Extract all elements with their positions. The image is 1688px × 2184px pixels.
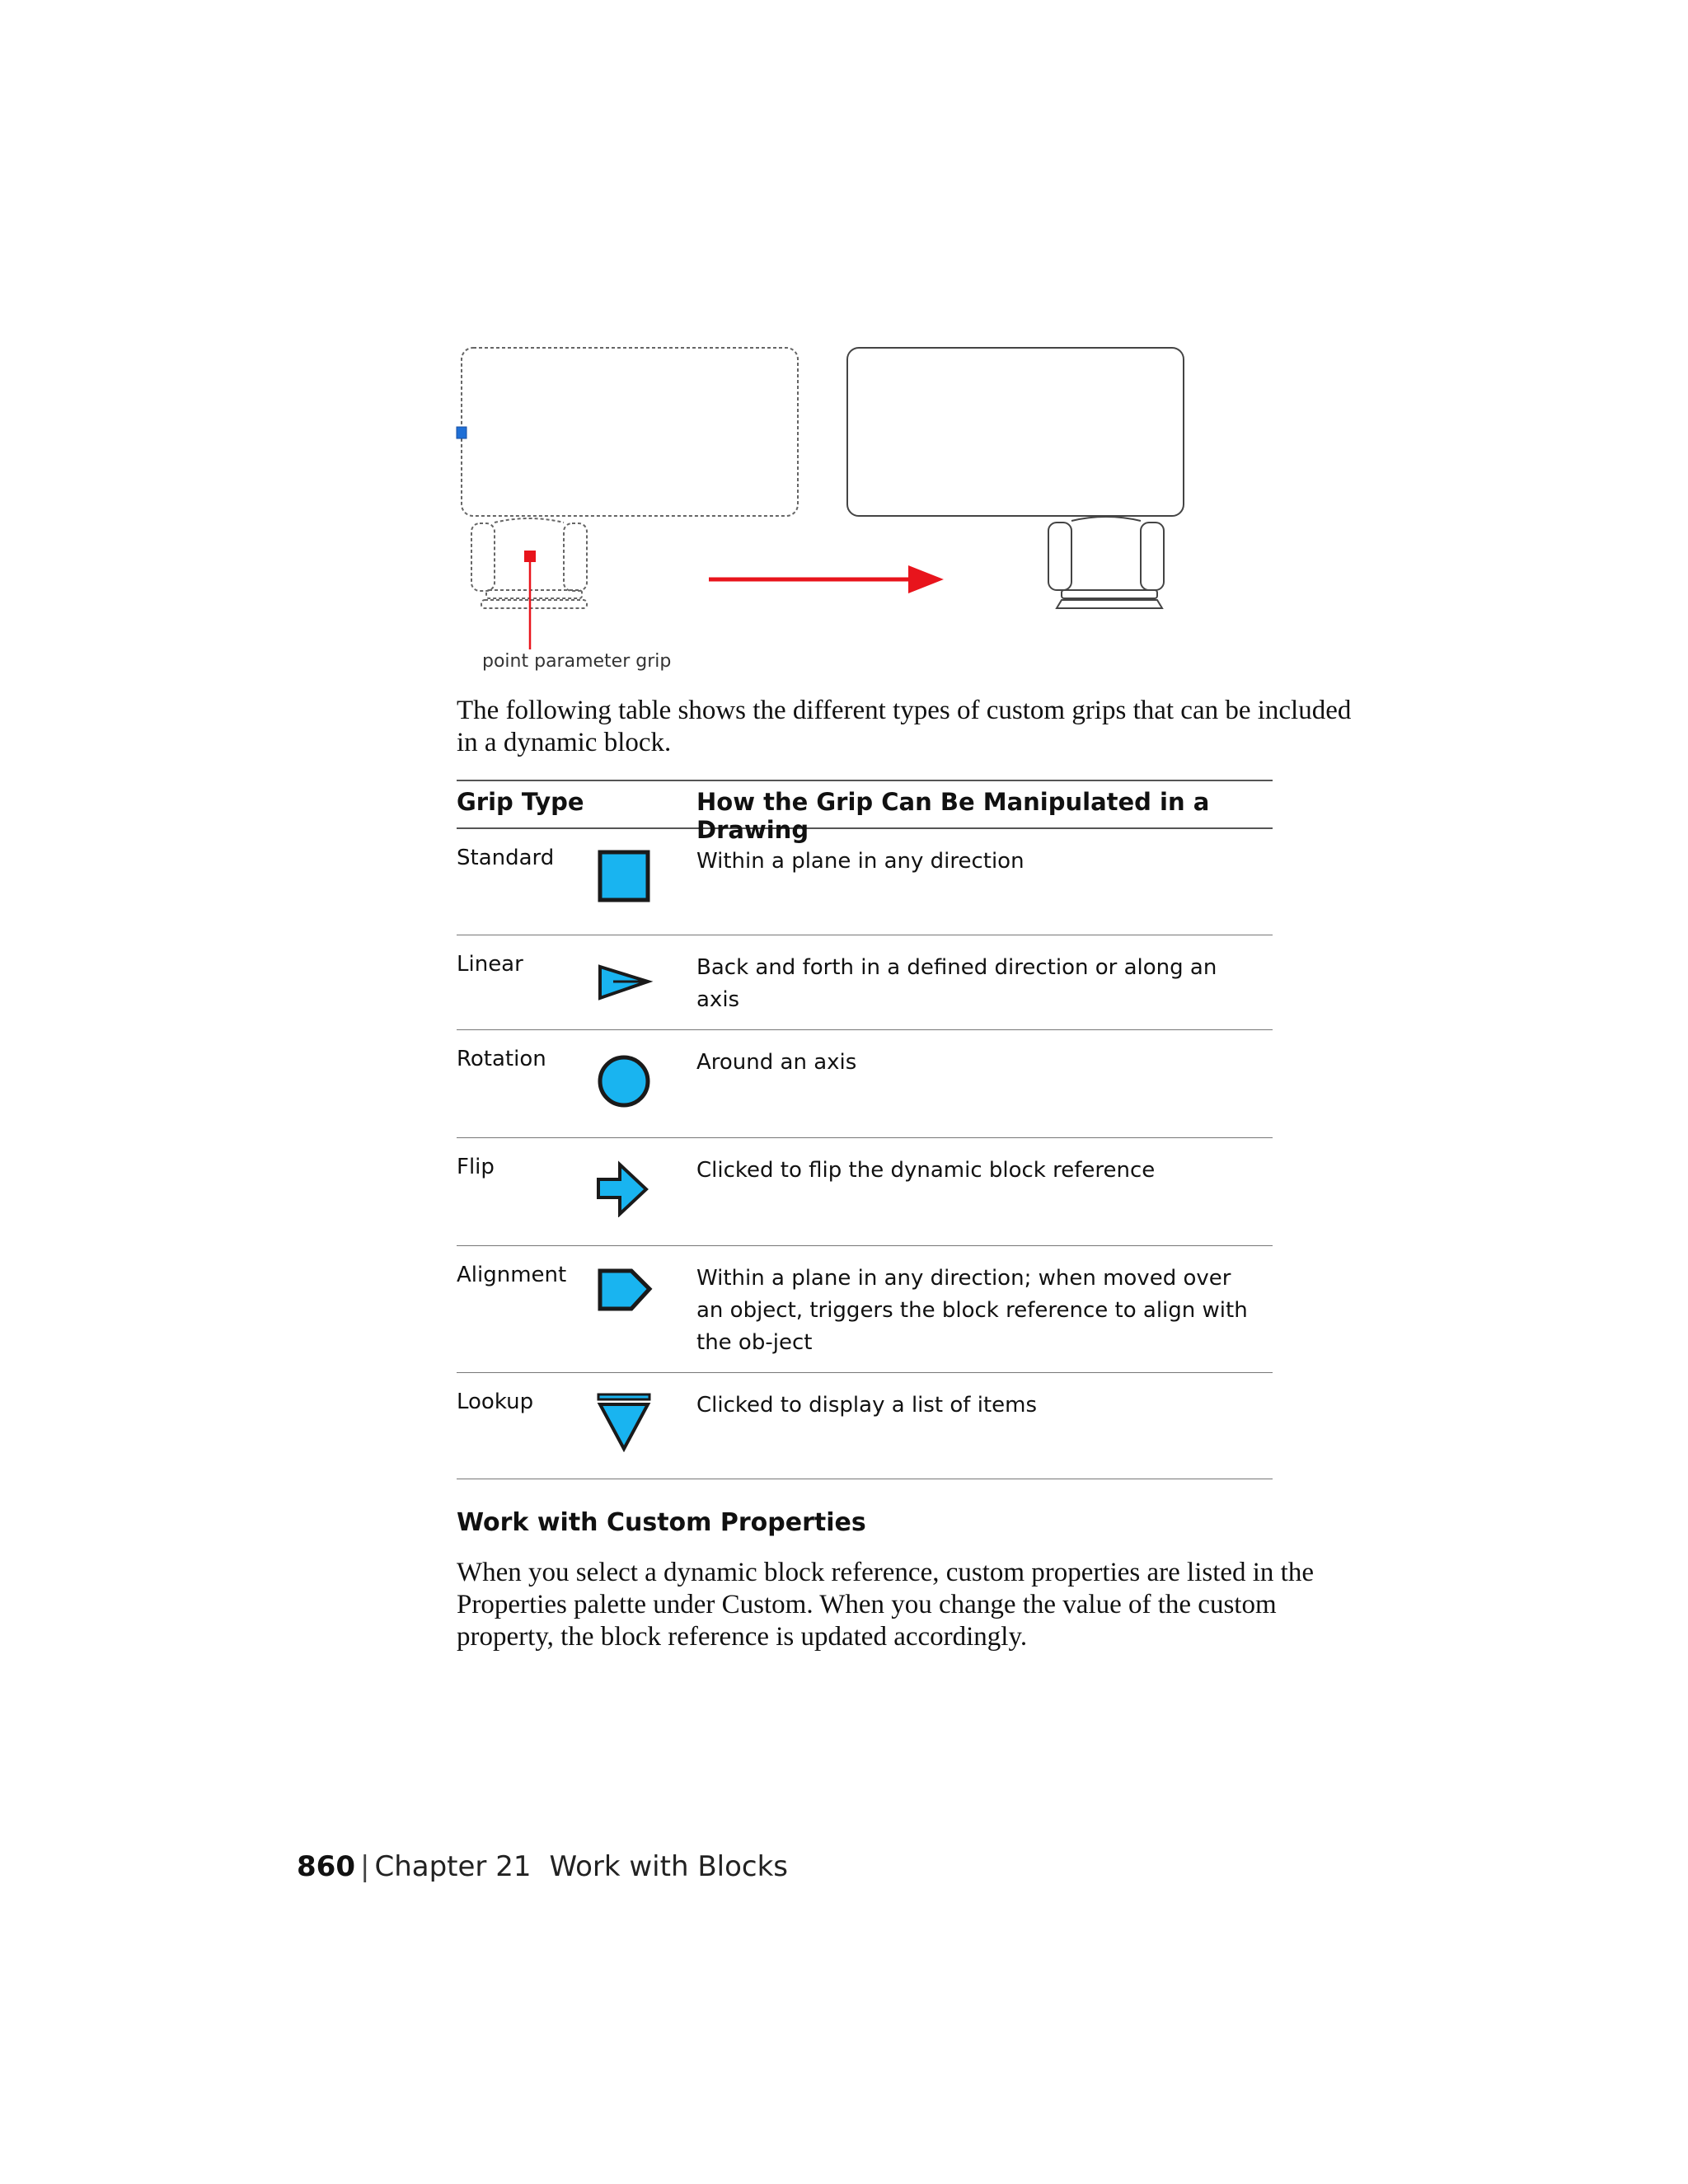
result-block-chair-right <box>1141 523 1164 590</box>
alignment-grip-icon <box>595 1263 658 1325</box>
table-row <box>457 1246 1273 1373</box>
intro-paragraph: The following table shows the different types of custom grips that can be included in a dynamic block. <box>457 696 1352 757</box>
chapter-label: Chapter 21 <box>374 1850 532 1883</box>
figure-caption: point parameter grip <box>482 651 672 672</box>
section-heading: Work with Custom Properties <box>457 1508 866 1537</box>
header-grip-type: Grip Type <box>457 788 584 816</box>
table-row <box>457 829 1273 935</box>
result-block-base-1 <box>1062 590 1157 598</box>
move-arrow-icon <box>709 565 944 593</box>
grip-type-label: Alignment <box>457 1263 567 1287</box>
footer-separator: | <box>359 1850 370 1883</box>
selected-block <box>462 348 798 608</box>
result-block <box>847 348 1184 608</box>
grip-description: Back and forth in a defined direction or along an axis <box>696 955 1217 1012</box>
table-row <box>457 1373 1273 1479</box>
linear-grip-icon <box>595 952 658 1015</box>
result-block-chair-back <box>1071 517 1141 521</box>
grip-description: Within a plane in any direction; when moved over an object, triggers the block reference to align with the ob-ject <box>696 1266 1248 1355</box>
page-number: 860 <box>297 1850 355 1883</box>
block-figure <box>453 338 1195 684</box>
table-header-row <box>457 781 1273 844</box>
grip-description: Within a plane in any direction <box>696 849 1025 874</box>
flip-grip-icon <box>595 1155 658 1217</box>
selected-block-chair-back <box>495 518 564 523</box>
grip-type-label: Flip <box>457 1155 495 1179</box>
rotation-grip-icon <box>595 1047 658 1109</box>
selected-block-chair-right <box>564 523 587 591</box>
point-parameter-grip-icon[interactable] <box>524 551 536 562</box>
grip-description: Clicked to display a list of items <box>696 1393 1038 1418</box>
selected-block-base-1 <box>486 590 582 598</box>
table-row <box>457 1138 1273 1246</box>
grip-type-label: Linear <box>457 952 523 977</box>
stretch-grip-icon[interactable] <box>457 427 467 438</box>
result-block-chair-left <box>1048 523 1071 590</box>
table-row <box>457 1030 1273 1138</box>
lookup-grip-icon <box>595 1390 658 1452</box>
standard-grip-icon <box>595 846 658 908</box>
header-manipulation: How the Grip Can Be Manipulated in a Drawing <box>696 788 1210 844</box>
block-diagram <box>453 338 1195 651</box>
grip-description: Clicked to flip the dynamic block reference <box>696 1158 1156 1183</box>
selected-block-table <box>462 348 798 516</box>
grip-type-label: Rotation <box>457 1047 546 1071</box>
grip-type-table <box>457 780 1273 1479</box>
selected-block-chair-left <box>471 523 495 591</box>
result-block-table <box>847 348 1184 516</box>
section-paragraph: When you select a dynamic block reference, custom properties are listed in the Properties palette under Custom. When you change the value of the custom property, the block reference is updated accordingly. <box>457 1558 1314 1652</box>
grip-type-label: Standard <box>457 846 555 870</box>
grip-type-label: Lookup <box>457 1390 534 1414</box>
table-row <box>457 935 1273 1030</box>
result-block-base-2 <box>1057 600 1162 608</box>
grip-description: Around an axis <box>696 1050 857 1075</box>
page-footer <box>297 1850 788 1883</box>
chapter-title: Work with Blocks <box>549 1850 788 1883</box>
selected-block-base-2 <box>481 600 587 608</box>
